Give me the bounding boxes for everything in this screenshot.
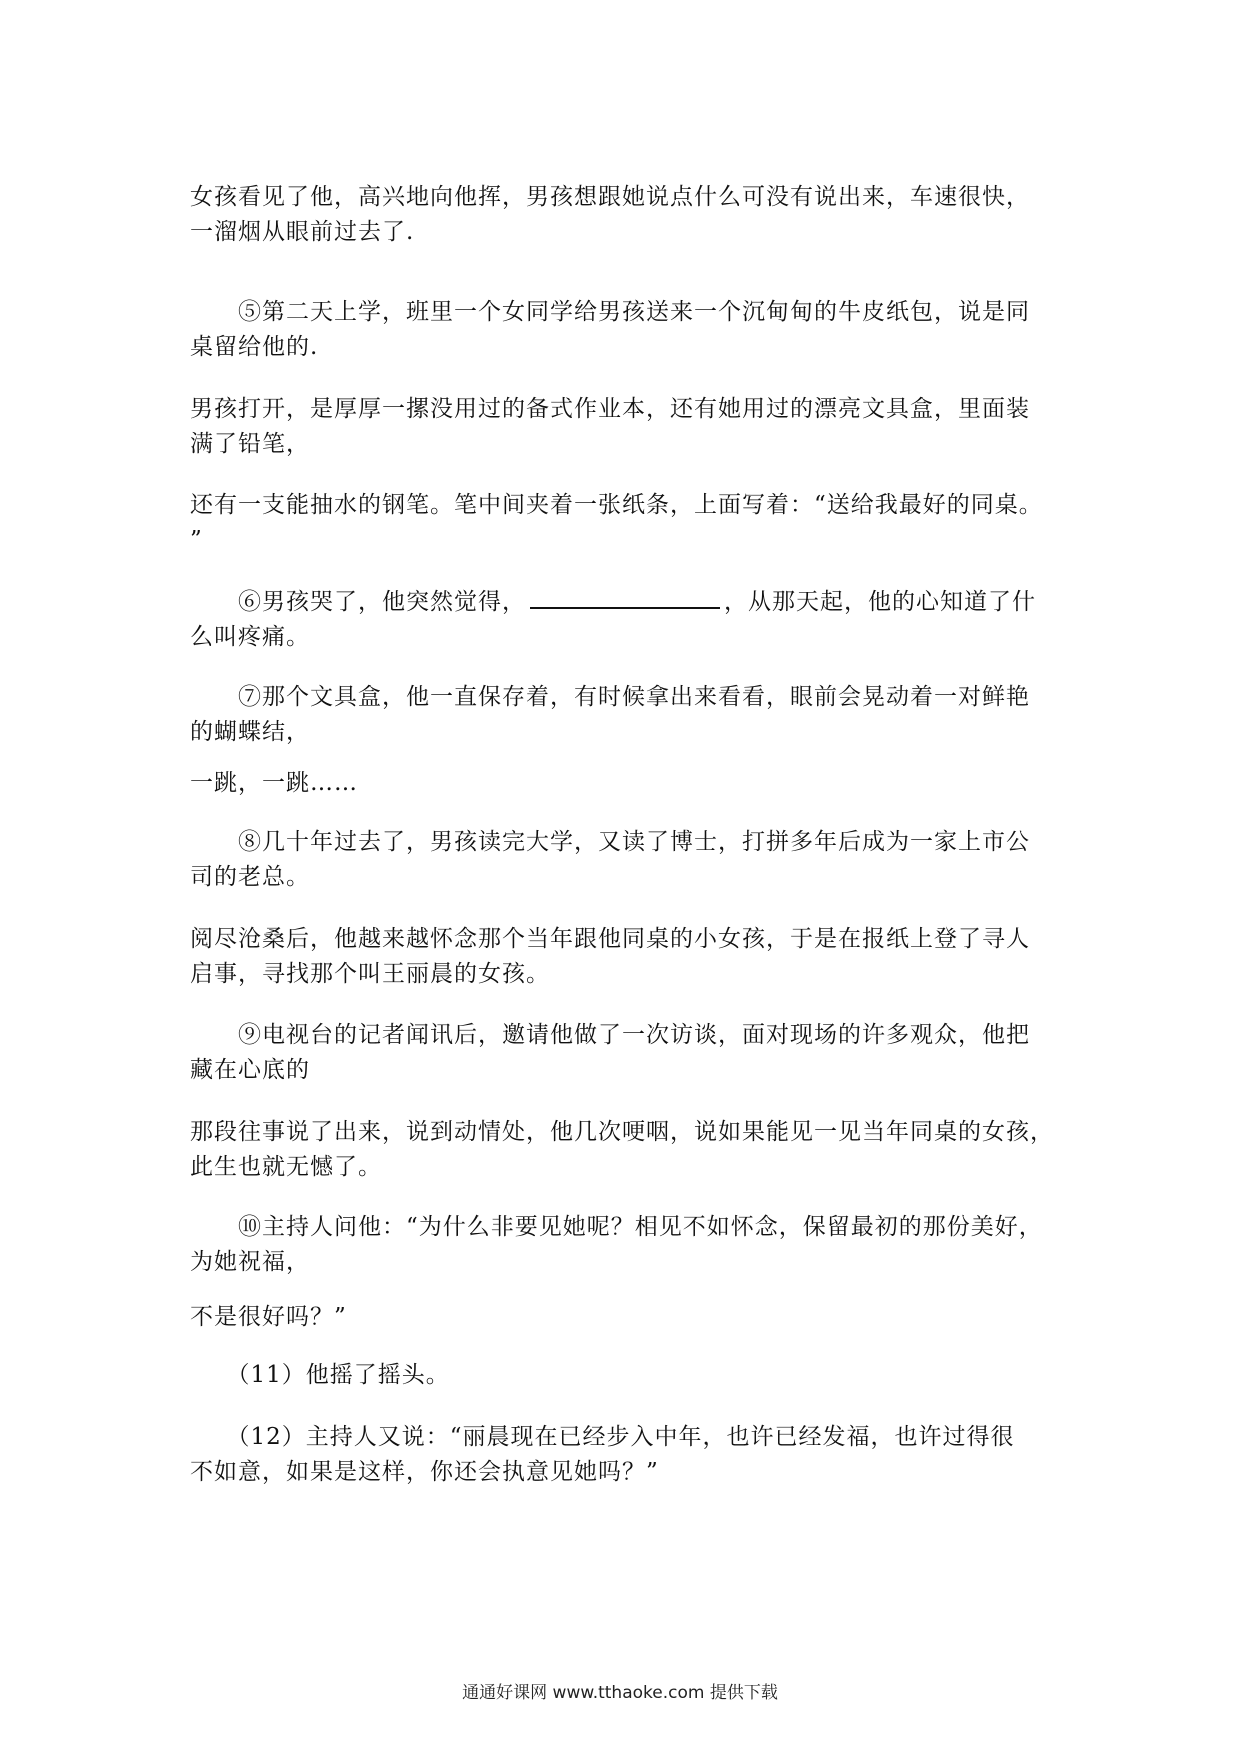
page-footer: 通通好课网 www.tthaoke.com 提供下载 <box>462 1683 778 1703</box>
text-before-blank: ⑥男孩哭了，他突然觉得， <box>190 589 526 615</box>
text-line: 么叫疼痛。 <box>190 624 310 650</box>
text-line: ⑤第二天上学，班里一个女同学给男孩送来一个沉甸甸的牛皮纸包，说是同 <box>190 299 1030 325</box>
paragraph-5-note <box>190 488 1060 558</box>
text-line: ⑧几十年过去了，男孩读完大学，又读了博士，打拼多年后成为一家上市公 <box>190 829 1030 855</box>
text-line: 司的老总。 <box>190 864 310 890</box>
text-line: 此生也就无憾了。 <box>190 1154 382 1180</box>
text-line: 藏在心底的 <box>190 1057 310 1083</box>
paragraph-1 <box>190 180 1060 250</box>
paragraph-10 <box>190 1210 1060 1280</box>
paragraph-7 <box>190 680 1060 750</box>
text-line: 启事，寻找那个叫王丽晨的女孩。 <box>190 961 550 987</box>
text-line: 还有一支能抽水的钢笔。笔中间夹着一张纸条，上面写着：“送给我最好的同桌。 <box>190 492 1043 518</box>
paragraph-10-continued <box>190 1300 1060 1335</box>
text-line: 不是很好吗？” <box>190 1304 347 1330</box>
paragraph-11 <box>190 1358 1060 1393</box>
text-after-blank: ，从那天起，他的心知道了什 <box>724 589 1036 615</box>
text-line: 不如意，如果是这样，你还会执意见她吗？” <box>190 1459 659 1485</box>
fill-in-blank[interactable] <box>530 585 720 609</box>
text-line: 女孩看见了他，高兴地向他挥，男孩想跟她说点什么可没有说出来，车速很快， <box>190 184 1030 210</box>
text-line: 一溜烟从眼前过去了. <box>190 219 415 245</box>
text-line <box>190 585 1060 620</box>
paragraph-5 <box>190 295 1060 365</box>
text-line: 男孩打开，是厚厚一摞没用过的备式作业本，还有她用过的漂亮文具盒，里面装 <box>190 396 1030 422</box>
paragraph-8-continued <box>190 922 1060 992</box>
text-line: ⑨电视台的记者闻讯后，邀请他做了一次访谈，面对现场的许多观众，他把 <box>190 1022 1030 1048</box>
paragraph-12 <box>190 1420 1060 1490</box>
paragraph-5-continued <box>190 392 1060 462</box>
text-line: （12）主持人又说：“丽晨现在已经步入中年，也许已经发福，也许过得很 <box>190 1424 1015 1450</box>
text-line: 阅尽沧桑后，他越来越怀念那个当年跟他同桌的小女孩，于是在报纸上登了寻人 <box>190 926 1030 952</box>
text-line: 一跳，一跳…… <box>190 770 358 796</box>
text-line: 那段往事说了出来，说到动情处，他几次哽咽，说如果能见一见当年同桌的女孩， <box>190 1119 1054 1145</box>
text-line: ⑦那个文具盒，他一直保存着，有时候拿出来看看，眼前会晃动着一对鲜艳 <box>190 684 1030 710</box>
text-line: 为她祝福， <box>190 1249 310 1275</box>
text-line: 满了铅笔， <box>190 431 310 457</box>
text-line: 的蝴蝶结， <box>190 719 310 745</box>
paragraph-9-continued <box>190 1115 1060 1185</box>
text-line: ⑩主持人问他：“为什么非要见她呢？相见不如怀念，保留最初的那份美好， <box>190 1214 1043 1240</box>
paragraph-7-continued <box>190 766 1060 801</box>
text-line: ” <box>190 527 203 553</box>
paragraph-8 <box>190 825 1060 895</box>
text-line: （11）他摇了摇头。 <box>190 1362 450 1388</box>
text-line: 桌留给他的. <box>190 334 319 360</box>
paragraph-9 <box>190 1018 1060 1088</box>
paragraph-6 <box>190 585 1060 655</box>
